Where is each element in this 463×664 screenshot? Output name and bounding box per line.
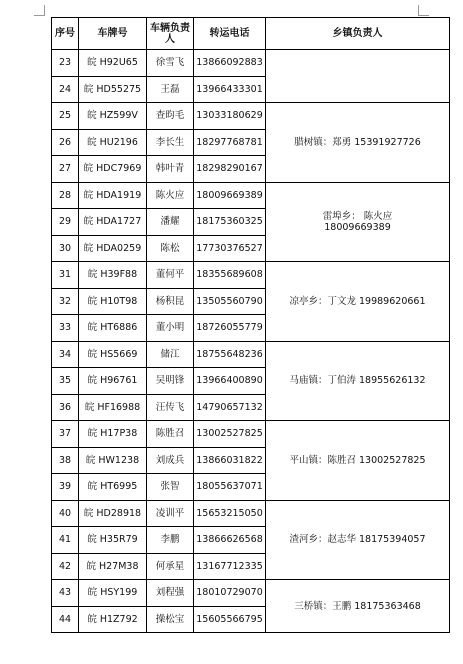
plate-number-cell: 皖 HD28918 — [79, 500, 147, 527]
plate-number-cell: 皖 H27M38 — [79, 553, 147, 580]
vehicle-person-cell: 张智 — [147, 474, 194, 501]
vehicle-person-cell: 汪传飞 — [147, 394, 194, 421]
phone-cell: 13167712335 — [194, 553, 266, 580]
phone-cell: 13966400890 — [194, 368, 266, 395]
serial-no-cell: 33 — [52, 315, 79, 342]
phone-cell: 13505560790 — [194, 288, 266, 315]
vehicle-person-cell: 韩叶青 — [147, 156, 194, 183]
plate-number-cell: 皖 HSY199 — [79, 580, 147, 607]
serial-no-cell: 23 — [52, 50, 79, 77]
phone-cell: 13866092883 — [194, 50, 266, 77]
serial-no-cell: 28 — [52, 182, 79, 209]
table-row — [52, 341, 450, 368]
plate-number-cell: 皖 H1Z792 — [79, 606, 147, 633]
serial-no-cell: 35 — [52, 368, 79, 395]
phone-cell: 18175360325 — [194, 209, 266, 236]
header-plate-number: 车牌号 — [79, 18, 147, 50]
table-row — [52, 103, 450, 130]
plate-number-cell: 皖 HF16988 — [79, 394, 147, 421]
vehicle-person-cell: 杨积昆 — [147, 288, 194, 315]
phone-cell: 18055637071 — [194, 474, 266, 501]
serial-no-cell: 25 — [52, 103, 79, 130]
serial-no-cell: 42 — [52, 553, 79, 580]
phone-cell: 13866626568 — [194, 527, 266, 554]
header-town-leader: 乡镇负责人 — [266, 18, 450, 50]
phone-cell: 13966433301 — [194, 76, 266, 103]
header-vehicle-person: 车辆负责人 — [147, 18, 194, 50]
town-leader-cell: 平山镇：陈胜召 13002527825 — [266, 421, 450, 501]
vehicle-person-cell: 刘成兵 — [147, 447, 194, 474]
plate-number-cell: 皖 HW1238 — [79, 447, 147, 474]
serial-no-cell: 39 — [52, 474, 79, 501]
phone-cell: 15653215050 — [194, 500, 266, 527]
plate-number-cell: 皖 H92U65 — [79, 50, 147, 77]
town-leader-cell: 雷埠乡： 陈火应 18009669389 — [266, 182, 450, 262]
plate-number-cell: 皖 HDA1727 — [79, 209, 147, 236]
phone-cell: 13033180629 — [194, 103, 266, 130]
serial-no-cell: 43 — [52, 580, 79, 607]
serial-no-cell: 29 — [52, 209, 79, 236]
vehicle-person-cell: 李长生 — [147, 129, 194, 156]
table-row — [52, 50, 450, 77]
phone-cell: 13866031822 — [194, 447, 266, 474]
phone-cell: 18298290167 — [194, 156, 266, 183]
plate-number-cell: 皖 HDA0259 — [79, 235, 147, 262]
town-leader-cell: 腊树镇：郑勇 15391927726 — [266, 103, 450, 183]
table-body — [52, 50, 450, 633]
phone-cell: 18297768781 — [194, 129, 266, 156]
serial-no-cell: 26 — [52, 129, 79, 156]
serial-no-cell: 24 — [52, 76, 79, 103]
phone-cell: 17730376527 — [194, 235, 266, 262]
plate-number-cell: 皖 H17P38 — [79, 421, 147, 448]
vehicle-person-cell: 董何平 — [147, 262, 194, 289]
serial-no-cell: 38 — [52, 447, 79, 474]
plate-number-cell: 皖 HZ599V — [79, 103, 147, 130]
plate-number-cell: 皖 HD55275 — [79, 76, 147, 103]
serial-no-cell: 40 — [52, 500, 79, 527]
table-row — [52, 500, 450, 527]
vehicle-person-cell: 刘程强 — [147, 580, 194, 607]
vehicle-person-cell: 李鹏 — [147, 527, 194, 554]
phone-cell: 18726055779 — [194, 315, 266, 342]
serial-no-cell: 31 — [52, 262, 79, 289]
serial-no-cell: 44 — [52, 606, 79, 633]
header-transfer-phone: 转运电话 — [194, 18, 266, 50]
vehicle-person-cell: 陈松 — [147, 235, 194, 262]
town-leader-cell: 马庙镇：丁伯涛 18955626132 — [266, 341, 450, 421]
vehicle-person-cell: 凌训平 — [147, 500, 194, 527]
vehicle-person-cell: 操松宝 — [147, 606, 194, 633]
plate-number-cell: 皖 HT6995 — [79, 474, 147, 501]
town-leader-cell: 凉亭乡：丁文龙 19989620661 — [266, 262, 450, 342]
plate-number-cell: 皖 HDA1919 — [79, 182, 147, 209]
phone-cell: 18355689608 — [194, 262, 266, 289]
serial-no-cell: 37 — [52, 421, 79, 448]
serial-no-cell: 41 — [52, 527, 79, 554]
plate-number-cell: 皖 H96761 — [79, 368, 147, 395]
vehicle-person-cell: 王磊 — [147, 76, 194, 103]
vehicle-person-cell: 吴明锋 — [147, 368, 194, 395]
phone-cell: 15605566795 — [194, 606, 266, 633]
town-leader-cell — [266, 50, 450, 103]
plate-number-cell: 皖 H10T98 — [79, 288, 147, 315]
plate-number-cell: 皖 HT6886 — [79, 315, 147, 342]
vehicle-transfer-table — [51, 17, 450, 633]
vehicle-person-cell: 董小明 — [147, 315, 194, 342]
vehicle-person-cell: 何承星 — [147, 553, 194, 580]
plate-number-cell: 皖 HDC7969 — [79, 156, 147, 183]
town-leader-cell: 三桥镇：王鹏 18175363468 — [266, 580, 450, 633]
vehicle-person-cell: 陈胜召 — [147, 421, 194, 448]
plate-number-cell: 皖 HU2196 — [79, 129, 147, 156]
serial-no-cell: 36 — [52, 394, 79, 421]
serial-no-cell: 32 — [52, 288, 79, 315]
vehicle-person-cell: 储江 — [147, 341, 194, 368]
crop-mark-top-left — [34, 5, 45, 16]
vehicle-person-cell: 徐雪飞 — [147, 50, 194, 77]
table-row — [52, 182, 450, 209]
plate-number-cell: 皖 H39F88 — [79, 262, 147, 289]
phone-cell: 18010729070 — [194, 580, 266, 607]
phone-cell: 14790657132 — [194, 394, 266, 421]
phone-cell: 18755648236 — [194, 341, 266, 368]
table-row — [52, 421, 450, 448]
crop-mark-top-right — [418, 5, 429, 16]
table-row — [52, 262, 450, 289]
plate-number-cell: 皖 HS5669 — [79, 341, 147, 368]
header-row — [52, 18, 450, 50]
vehicle-person-cell: 查昀毛 — [147, 103, 194, 130]
plate-number-cell: 皖 H35R79 — [79, 527, 147, 554]
header-serial-no: 序号 — [52, 18, 79, 50]
phone-cell: 13002527825 — [194, 421, 266, 448]
serial-no-cell: 30 — [52, 235, 79, 262]
phone-cell: 18009669389 — [194, 182, 266, 209]
town-leader-cell: 渣河乡：赵志华 18175394057 — [266, 500, 450, 580]
serial-no-cell: 27 — [52, 156, 79, 183]
vehicle-person-cell: 潘耀 — [147, 209, 194, 236]
serial-no-cell: 34 — [52, 341, 79, 368]
table-row — [52, 580, 450, 607]
vehicle-person-cell: 陈火应 — [147, 182, 194, 209]
